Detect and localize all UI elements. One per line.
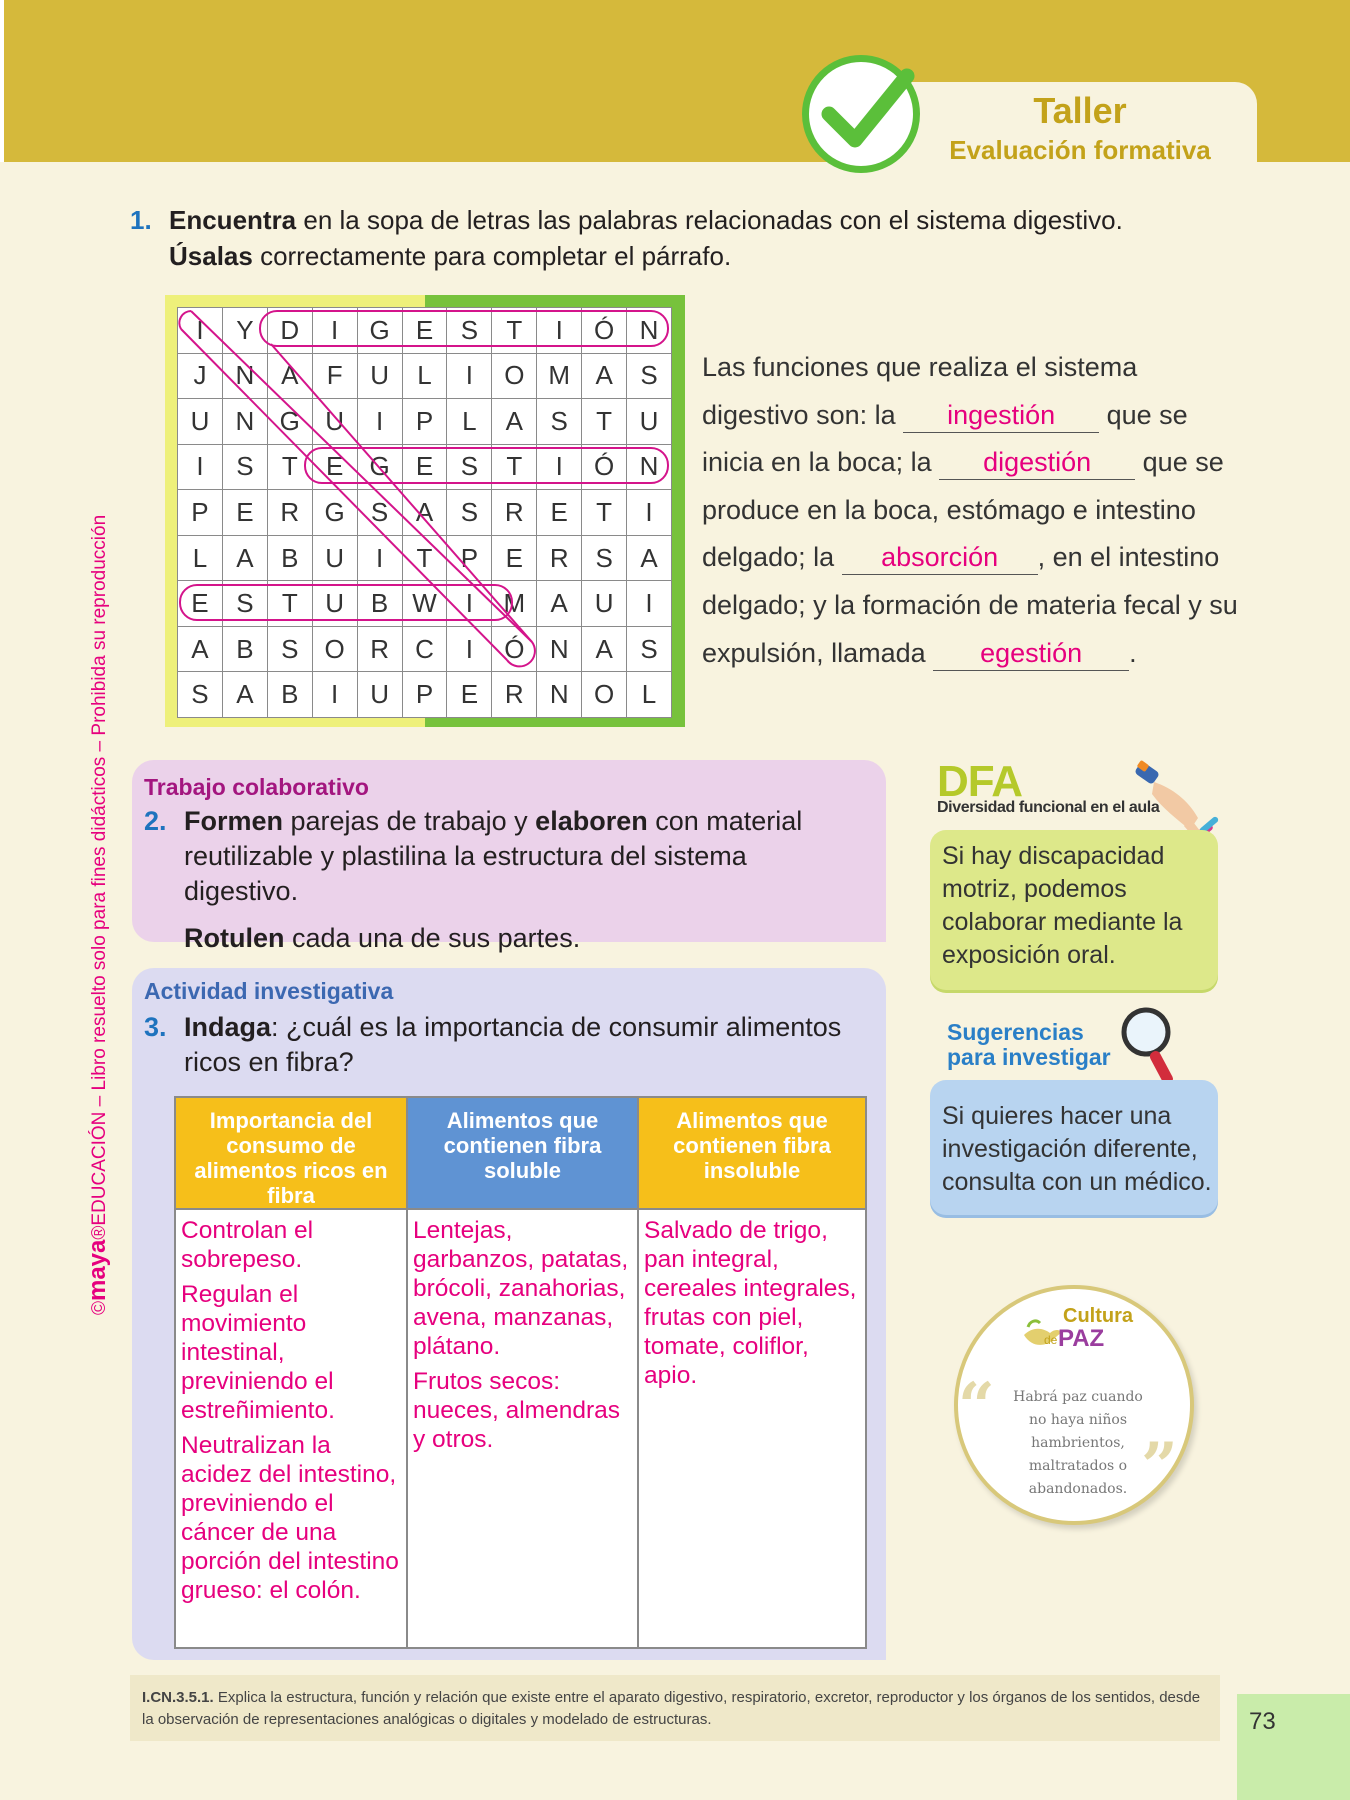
grid-cell: T	[268, 445, 313, 491]
grid-cell: I	[313, 308, 358, 354]
grid-cell: Ó	[582, 308, 627, 354]
grid-cell: S	[447, 308, 492, 354]
grid-cell: U	[313, 581, 358, 627]
table-column-1	[176, 1098, 408, 1647]
footer-criteria	[130, 1675, 1220, 1741]
grid-cell: S	[223, 581, 268, 627]
answer-blank-4: egestión	[933, 636, 1129, 671]
suggestions-box	[930, 1080, 1218, 1215]
page-number: 73	[1249, 1708, 1276, 1735]
grid-cell: G	[268, 399, 313, 445]
grid-cell: U	[627, 399, 672, 445]
table-cell: Controlan el sobrepeso.	[181, 1217, 314, 1273]
grid-cell: T	[582, 490, 627, 536]
page-number-box	[1237, 1694, 1350, 1800]
grid-cell: N	[223, 354, 268, 400]
copyright-side-text: ©maya®EDUCACIÓN – Libro resuelto solo para fines didácticos – Prohibida su reproducción	[84, 514, 111, 1315]
table-cell: Neutralizan la acidez del intestino, previniendo el cáncer de una porción del intestino grueso: el colón.	[181, 1432, 399, 1604]
grid-cell: R	[537, 536, 582, 582]
grid-cell: F	[313, 354, 358, 400]
grid-cell: I	[447, 627, 492, 673]
grid-cell: N	[537, 627, 582, 673]
grid-cell: N	[223, 399, 268, 445]
grid-cell: I	[178, 308, 223, 354]
grid-cell: T	[492, 308, 537, 354]
grid-cell: P	[178, 490, 223, 536]
grid-cell: A	[403, 490, 448, 536]
table-cell: Lentejas, garbanzos, patatas, brócoli, zanahorias, avena, manzanas, plátano.	[413, 1217, 629, 1360]
grid-cell: A	[492, 399, 537, 445]
grid-cell: M	[537, 354, 582, 400]
table-header-2: Alimentos que contienen fibra soluble	[408, 1098, 637, 1210]
question-1: 1. Encuentra en la sopa de letras las palabras relacionadas con el sistema digestivo. Úsalas correctamente para completar el párrafo.	[130, 202, 1210, 274]
grid-cell: B	[268, 536, 313, 582]
grid-cell: I	[627, 581, 672, 627]
grid-cell: S	[627, 627, 672, 673]
grid-cell: B	[268, 672, 313, 718]
grid-cell: L	[627, 672, 672, 718]
grid-cell: E	[178, 581, 223, 627]
grid-cell: S	[223, 445, 268, 491]
grid-cell: E	[447, 672, 492, 718]
grid-cell: A	[627, 536, 672, 582]
grid-cell: I	[358, 399, 403, 445]
grid-cell: P	[403, 672, 448, 718]
grid-cell: P	[447, 536, 492, 582]
checkmark-icon	[802, 55, 920, 173]
grid-cell: S	[582, 536, 627, 582]
table-column-3	[639, 1098, 865, 1647]
table-column-2	[408, 1098, 639, 1647]
grid-cell: N	[627, 308, 672, 354]
grid-cell: S	[537, 399, 582, 445]
grid-cell: A	[178, 627, 223, 673]
grid-cell: I	[537, 445, 582, 491]
header-edge	[0, 0, 4, 162]
grid-cell: C	[403, 627, 448, 673]
grid-cell: E	[403, 308, 448, 354]
suggestions-title: Sugerencias para investigar	[947, 1019, 1111, 1070]
grid-cell: E	[223, 490, 268, 536]
investigative-title: Actividad investigativa	[144, 978, 394, 1004]
grid-cell: S	[358, 490, 403, 536]
grid-cell: I	[178, 445, 223, 491]
grid-cell: T	[492, 445, 537, 491]
circle-digestion-top	[260, 311, 668, 346]
grid-cell: L	[403, 354, 448, 400]
grid-cell: R	[358, 627, 403, 673]
grid-cell: E	[537, 490, 582, 536]
page-title: Taller	[1033, 90, 1127, 131]
question-number: 1.	[130, 205, 152, 235]
suggestions-text: Si quieres hacer una investigación diferente, consulta con un médico.	[942, 1102, 1212, 1196]
grid-cell: U	[358, 354, 403, 400]
grid-cell: U	[358, 672, 403, 718]
grid-cell: T	[268, 581, 313, 627]
circle-egestion-diag-a	[271, 344, 532, 642]
grid-cell: I	[627, 490, 672, 536]
grid-cell: S	[447, 490, 492, 536]
grid-cell: G	[313, 490, 358, 536]
grid-cell: M	[492, 581, 537, 627]
grid-cell: A	[268, 354, 313, 400]
grid-cell: G	[358, 308, 403, 354]
grid-cell: E	[313, 445, 358, 491]
answer-blank-3: absorción	[842, 540, 1038, 575]
table-header-3: Alimentos que contienen fibra insoluble	[639, 1098, 865, 1210]
circle-digestion-mid	[305, 448, 668, 483]
grid-cell: R	[492, 672, 537, 718]
criteria-text: Explica la estructura, función y relación que existe entre el aparato digestivo, respiratorio, excretor, reproductor y los órganos de los sentidos, desde la observación de representaciones analógicas o digitales y modelado de estructuras.	[142, 1689, 1201, 1728]
grid-cell: D	[268, 308, 313, 354]
question-2: 2. Formen parejas de trabajo y elaboren con material reutilizable y plastilina la estructura del sistema digestivo. Rotulen cada una de sus partes.	[144, 806, 803, 953]
dfa-title: DFA	[937, 757, 1022, 806]
word-search-marks	[177, 307, 671, 717]
grid-cell: N	[537, 672, 582, 718]
grid-cell: S	[268, 627, 313, 673]
grid-cell: L	[178, 536, 223, 582]
grid-cell: S	[627, 354, 672, 400]
question-3: 3. Indaga: ¿cuál es la importancia de consumir alimentos ricos en fibra?	[144, 1012, 842, 1077]
table-cell: Frutos secos: nueces, almendras y otros.	[413, 1368, 621, 1453]
grid-cell: P	[403, 399, 448, 445]
grid-cell: W	[403, 581, 448, 627]
collaborative-title: Trabajo colaborativo	[144, 774, 369, 800]
grid-cell: O	[582, 672, 627, 718]
grid-cell: A	[537, 581, 582, 627]
grid-cell: A	[223, 536, 268, 582]
grid-cell: G	[358, 445, 403, 491]
table-cell: Salvado de trigo, pan integral, cereales integrales, frutas con piel, tomate, coliflor, apio.	[644, 1217, 857, 1389]
word-search	[165, 295, 685, 727]
dfa-box	[930, 830, 1218, 990]
quote-close-icon: ”	[1141, 1429, 1178, 1504]
fiber-table	[174, 1096, 867, 1649]
grid-cell: L	[447, 399, 492, 445]
circle-ingestion-end-a	[179, 311, 191, 329]
grid-cell: A	[582, 354, 627, 400]
grid-cell: I	[358, 536, 403, 582]
grid-cell: R	[492, 490, 537, 536]
grid-cell: A	[223, 672, 268, 718]
grid-cell: T	[582, 399, 627, 445]
grid-cell: E	[403, 445, 448, 491]
grid-cell: Y	[223, 308, 268, 354]
grid-cell: B	[223, 627, 268, 673]
grid-cell: R	[268, 490, 313, 536]
table-cell: Regulan el movimiento intestinal, previniendo el estreñimiento.	[181, 1281, 335, 1424]
collaborative-section	[132, 760, 886, 953]
page-subtitle: Evaluación formativa	[949, 135, 1211, 165]
grid-cell: U	[313, 399, 358, 445]
answer-blank-1: ingestión	[903, 398, 1099, 433]
grid-cell: S	[178, 672, 223, 718]
dfa-text: Si hay discapacidad motriz, podemos colaborar mediante la exposición oral.	[942, 842, 1183, 969]
grid-cell: U	[582, 581, 627, 627]
grid-cell: O	[313, 627, 358, 673]
table-header-1: Importancia del consumo de alimentos ricos en fibra	[176, 1098, 406, 1210]
grid-cell: Ó	[492, 627, 537, 673]
grid-cell: B	[358, 581, 403, 627]
grid-cell: I	[447, 354, 492, 400]
magnifier-icon	[1120, 1006, 1184, 1090]
dfa-subtitle: Diversidad funcional en el aula	[937, 799, 1160, 816]
grid-cell: I	[537, 308, 582, 354]
circle-ingestion-diag-a	[191, 311, 532, 642]
grid-cell: I	[447, 581, 492, 627]
grid-cell: U	[178, 399, 223, 445]
brand-logo: maya	[84, 1239, 111, 1301]
grid-cell: O	[492, 354, 537, 400]
peace-quote: Habrá paz cuando no haya niños hambrientos, maltratados o abandonados.	[1013, 1389, 1143, 1497]
criteria-code: I.CN.3.5.1.	[142, 1689, 214, 1706]
quote-open-icon: “	[958, 1369, 995, 1444]
grid-cell: N	[627, 445, 672, 491]
grid-cell: J	[178, 354, 223, 400]
circle-ingestion-end-b	[507, 642, 535, 666]
grid-cell: A	[582, 627, 627, 673]
grid-cell: E	[492, 536, 537, 582]
culture-of-peace-badge: Cultura de PAZ “ Habrá paz cuando no haya niños hambrientos, maltratados o abandonados. ”	[954, 1285, 1194, 1525]
fill-in-paragraph: Las funciones que realiza el sistema digestivo son: la ingestión que se inicia en la boca; la digestión que se produce en la boca, estómago e intestino delgado; la absorción , en el intestino delgado; y la formación de materia fecal y su expulsión, llamada egestión .	[702, 344, 1242, 677]
circle-ingestion-diag-b	[181, 329, 507, 660]
grid-cell: I	[313, 672, 358, 718]
grid-cell: S	[447, 445, 492, 491]
grid-cell: Ó	[582, 445, 627, 491]
answer-blank-2: digestión	[939, 445, 1135, 480]
grid-cell: U	[313, 536, 358, 582]
grid-cell: T	[403, 536, 448, 582]
